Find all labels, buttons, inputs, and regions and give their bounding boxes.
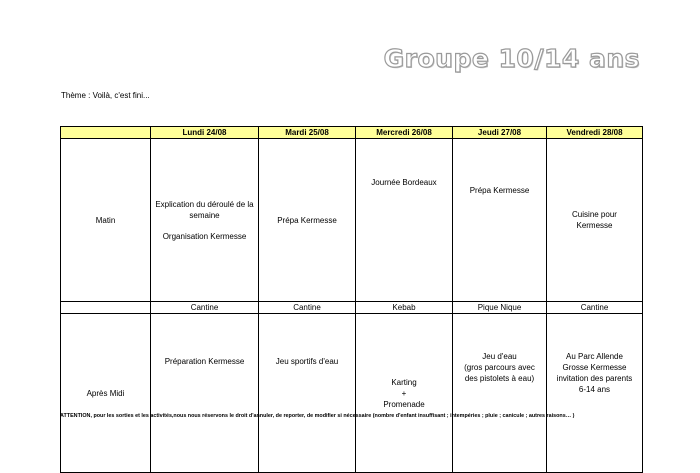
page-title: Groupe 10/14 ans — [383, 44, 640, 73]
footer-warning: ATTENTION, pour les sorties et les activités,nous nous réservons le droit d'annuler, de reporter, de modifier si nécessaire (nombre d'enfant insuffisant ; intempéries ; pluie ; canicule ; autres raisons… ) — [60, 413, 575, 419]
cell-morning-monday — [151, 139, 259, 302]
cell-line: invitation des parents — [556, 374, 633, 383]
header-tuesday: Mardi 25/08 — [259, 127, 356, 139]
row-label-morning: Matin — [61, 139, 151, 302]
cell-lunch-thursday: Pique Nique — [453, 302, 547, 314]
theme-text: Thème : Voilà, c'est fini... — [61, 91, 150, 100]
row-label-lunch — [61, 302, 151, 314]
cell-afternoon-tuesday: Jeu sportifs d'eau — [259, 314, 356, 473]
header-thursday: Jeudi 27/08 — [453, 127, 547, 139]
cell-lunch-friday: Cantine — [547, 302, 643, 314]
cell-morning-friday: Cuisine pour Kermesse — [547, 139, 643, 302]
header-monday: Lundi 24/08 — [151, 127, 259, 139]
cell-morning-wednesday: Journée Bordeaux — [356, 139, 453, 302]
cell-afternoon-thursday — [453, 314, 547, 473]
cell-line: Au Parc Allende — [566, 352, 623, 361]
cell-morning-thursday: Prépa Kermesse — [453, 139, 547, 302]
header-empty — [61, 127, 151, 139]
afternoon-row — [61, 314, 643, 473]
cell-text: Explication du déroulé de la semaine — [155, 199, 254, 220]
cell-line: Promenade — [383, 399, 425, 409]
cell-line: + — [401, 388, 407, 398]
weekly-schedule-table — [60, 126, 643, 473]
cell-line: Jeu d'eau — [482, 352, 517, 361]
cell-line: Karting — [391, 377, 417, 387]
cell-lunch-monday: Cantine — [151, 302, 259, 314]
morning-row — [61, 139, 643, 302]
cell-line: 6-14 ans — [578, 385, 611, 394]
cell-morning-tuesday: Prépa Kermesse — [259, 139, 356, 302]
row-label-afternoon: Après Midi — [61, 314, 151, 473]
header-wednesday: Mercredi 26/08 — [356, 127, 453, 139]
cell-lunch-tuesday: Cantine — [259, 302, 356, 314]
cell-afternoon-wednesday — [356, 314, 453, 473]
cell-afternoon-monday: Préparation Kermesse — [151, 314, 259, 473]
cell-line: des pistolets à eau) — [464, 374, 535, 383]
cell-line: Grosse Kermesse — [562, 363, 627, 372]
cell-line: (gros parcours avec — [464, 363, 535, 372]
header-friday: Vendredi 28/08 — [547, 127, 643, 139]
cell-text: Organisation Kermesse — [162, 231, 247, 241]
lunch-row — [61, 302, 643, 314]
cell-lunch-wednesday: Kebab — [356, 302, 453, 314]
header-row — [61, 127, 643, 139]
cell-afternoon-friday — [547, 314, 643, 473]
